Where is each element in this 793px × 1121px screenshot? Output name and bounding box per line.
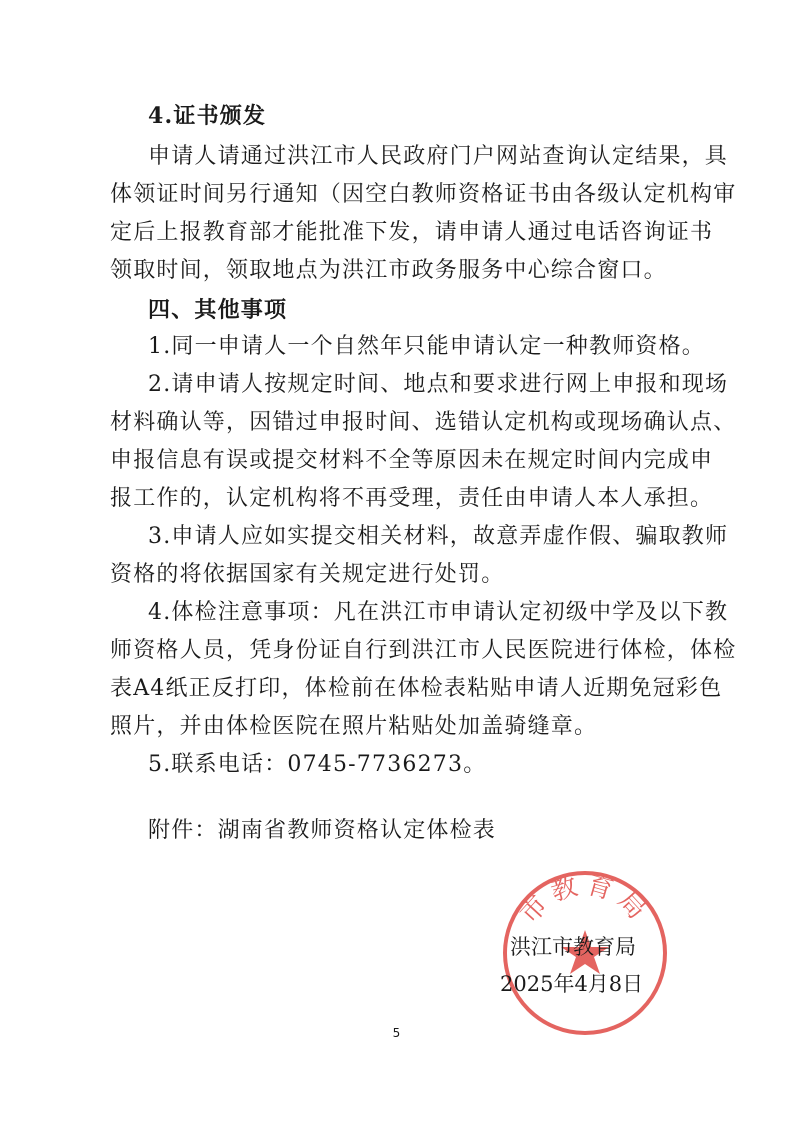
list-item: 2.请申请人按规定时间、地点和要求进行网上申报和现场	[148, 372, 729, 397]
list-item: 1.同一申请人一个自然年只能申请认定一种教师资格。	[148, 334, 705, 359]
paragraph-line: 表A4纸正反打印，体检前在体检表粘贴申请人近期免冠彩色	[110, 676, 723, 701]
issuing-organization: 洪江市教育局	[510, 935, 636, 959]
list-item: 4.体检注意事项：凡在洪江市申请认定初级中学及以下教	[148, 600, 729, 625]
list-item: 3.申请人应如实提交相关材料，故意弄虚作假、骗取教师	[148, 524, 729, 549]
paragraph-line: 领取时间，领取地点为洪江市政务服务中心综合窗口。	[110, 258, 667, 283]
page-number: 5	[392, 1026, 401, 1040]
paragraph-line: 申报信息有误或提交材料不全等原因未在规定时间内完成申	[110, 448, 714, 473]
section-heading-certificate: 4.证书颁发	[148, 103, 267, 129]
issue-date: 2025年4月8日	[500, 972, 644, 996]
paragraph-line: 资格的将依据国家有关规定进行处罚。	[110, 562, 505, 587]
paragraph-line: 师资格人员，凭身份证自行到洪江市人民医院进行体检，体检	[110, 638, 737, 663]
svg-text:市教育局	[514, 870, 655, 930]
paragraph-line: 报工作的，认定机构将不再受理，责任由申请人本人承担。	[110, 486, 714, 511]
attachment-line: 附件：湖南省教师资格认定体检表	[148, 818, 497, 843]
paragraph-line: 材料确认等，因错过申报时间、选错认定机构或现场确认点、	[110, 410, 737, 435]
paragraph-line: 体领证时间另行通知（因空白教师资格证书由各级认定机构审	[110, 182, 737, 207]
section-heading-other-matters: 四、其他事项	[148, 297, 288, 323]
paragraph-line: 照片，并由体检医院在照片粘贴处加盖骑缝章。	[110, 714, 598, 739]
paragraph-line: 定后上报教育部才能批准下发，请申请人通过电话咨询证书	[110, 220, 714, 245]
contact-phone: 5.联系电话：0745-7736273。	[148, 752, 487, 777]
paragraph-line: 申请人请通过洪江市人民政府门户网站查询认定结果，具	[148, 144, 729, 169]
seal-text: 市教育局	[514, 869, 656, 930]
